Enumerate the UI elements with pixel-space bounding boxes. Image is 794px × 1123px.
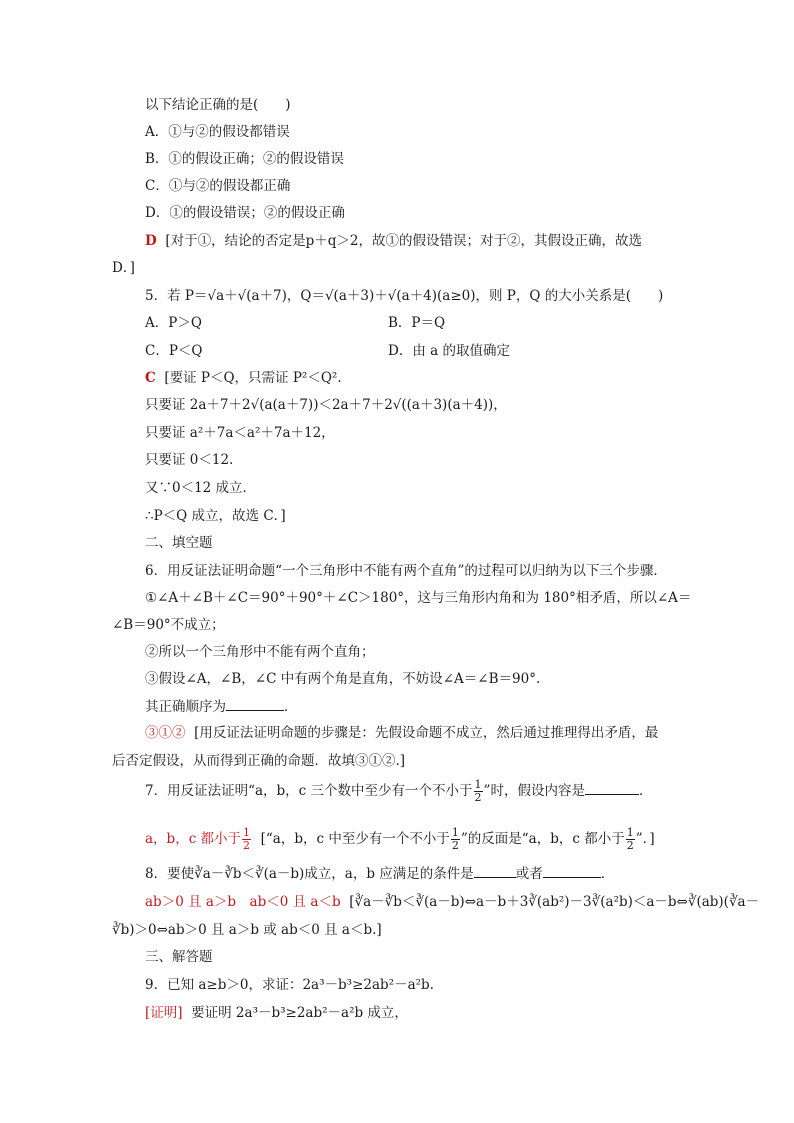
q8-stem-mid: 或者: [515, 866, 543, 882]
q7-fraction-den: 2: [474, 791, 482, 804]
q5-explanation-2: 只要证 2a＋7＋2√(a(a＋7))＜2a＋7＋2√((a＋3)(a＋4))，: [145, 397, 507, 413]
q7-answer-blank: [585, 781, 639, 795]
q4-explanation-cont: D．]: [112, 260, 135, 276]
q7-answer-fraction-num: 1: [243, 826, 251, 839]
q7-stem-end: ．: [638, 783, 653, 799]
q7-stem-text-2: ”时，假设内容是: [483, 783, 585, 799]
q7-answer-fraction: [242, 827, 251, 852]
q7-explanation: [“a，b，c 中至少有一个不小于: [260, 831, 450, 847]
q5-explanation-5: 又∵0＜12 成立．: [145, 480, 257, 496]
q8-explanation-cont: ∛b)＞0⇔ab＞0 且 a＞b 或 ab＜0 且 a＜b.]: [112, 922, 382, 938]
q7-explanation-end: ”．]: [635, 831, 655, 847]
q6-question: [145, 697, 298, 716]
q7-stem-text: 7．用反证法证明“a，b，c 三个数中至少有一个不小于: [145, 783, 473, 799]
q4-stem: 以下结论正确的是( ): [145, 97, 291, 113]
q7-explanation-fraction-1-num: 1: [451, 826, 459, 839]
q9-proof-tag: [证明]: [145, 1005, 183, 1021]
q7-fraction: [474, 779, 483, 804]
q7-explanation-fraction-2-den: 2: [626, 839, 634, 852]
q7-explanation-fraction-1: [451, 827, 460, 852]
q4-answer-line: [145, 232, 642, 250]
q6-answer: ③①②: [145, 725, 186, 741]
q8-answer-line: [145, 893, 759, 911]
q6-question-text: 其正确顺序为: [145, 699, 226, 715]
q7-answer: [145, 826, 252, 852]
q5-answer-line: [145, 369, 342, 387]
q6-step-3: ③假设∠A，∠B，∠C 中有两个角是直角，不妨设∠A＝∠B＝90°.: [145, 671, 541, 687]
q4-option-c: C．①与②的假设都正确: [145, 178, 291, 194]
q4-option-a: A．①与②的假设都错误: [145, 124, 290, 140]
q5-option-c: C．P＜Q: [145, 343, 203, 359]
q4-option-d: D．①的假设错误；②的假设正确: [145, 205, 345, 221]
q5-explanation-3: 只要证 a²＋7a＜a²＋7a＋12，: [145, 425, 335, 441]
q5-option-d: D．由 a 的取值确定: [388, 343, 510, 359]
q8-explanation: [∛a－∛b＜∛(a－b)⇔a－b＋3∛(ab²)－3∛(a²b)＜a－b⇔∛(ab)(∛a－: [349, 894, 760, 910]
q8-answer-blank-2: [543, 864, 601, 878]
q7-explanation-fraction-2: [626, 827, 635, 852]
q7-explanation-2: ”的反面是“a，b，c 都小于: [460, 831, 625, 847]
q5-explanation-6: ∴P＜Q 成立，故选 C．]: [145, 508, 286, 524]
section-heading-fill-in: 二、填空题: [145, 535, 213, 551]
q7-stem: [145, 779, 652, 804]
q5-explanation-4: 只要证 0＜12.: [145, 452, 234, 468]
q7-explanation-fraction-1-den: 2: [451, 839, 459, 852]
q5-option-a: A．P＞Q: [145, 315, 202, 331]
q6-answer-blank: [226, 697, 284, 711]
q4-answer: D: [145, 233, 157, 249]
q8-stem-text: 8．要使∛a－∛b＜∛(a－b)成立，a，b 应满足的条件是: [145, 866, 474, 882]
q6-step-2: ②所以一个三角形中不能有两个直角；: [145, 644, 375, 660]
q6-question-end: ．: [284, 699, 298, 715]
q7-answer-line: [145, 827, 655, 852]
section-heading-answer: 三、解答题: [145, 949, 213, 965]
q7-explanation-fraction-2-num: 1: [626, 826, 634, 839]
q8-stem: [145, 864, 614, 883]
q5-option-b: B．P＝Q: [388, 315, 446, 331]
q9-stem: 9．已知 a≥b＞0，求证：2a³－b³≥2ab²－a²b.: [145, 977, 434, 993]
q4-option-b: B．①的假设正确；②的假设错误: [145, 151, 344, 167]
q7-answer-text: a，b，c 都小于: [145, 831, 242, 847]
q8-answer-blank-1: [474, 864, 516, 878]
q4-explanation: [对于①，结论的否定是p＋q＞2，故①的假设错误；对于②，其假设正确，故选: [165, 233, 642, 249]
q6-step-1: ①∠A＋∠B＋∠C＝90°＋90°＋∠C＞180°，这与三角形内角和为 180°相矛盾，所以∠A＝: [145, 590, 692, 606]
q5-stem: 5．若 P＝√a＋√(a＋7)，Q＝√(a＋3)＋√(a＋4)(a≥0)，则 P，Q 的大小关系是( ): [145, 288, 664, 304]
q6-answer-line: [145, 724, 658, 742]
q6-explanation-cont: 后否定假设，从而得到正确的命题．故填③①②.]: [112, 753, 406, 769]
q6-explanation: [用反证法证明命题的步骤是：先假设命题不成立，然后通过推理得出矛盾，最: [194, 725, 659, 741]
q7-fraction-num: 1: [474, 778, 482, 791]
q5-answer: C: [145, 370, 156, 386]
q9-proof-text: 要证明 2a³－b³≥2ab²－a²b 成立，: [191, 1005, 408, 1021]
q6-stem: 6．用反证法证明命题“一个三角形中不能有两个直角”的过程可以归纳为以下三个步骤．: [145, 563, 667, 579]
q8-answer: ab＞0 且 a＞b ab＜0 且 a＜b: [145, 894, 341, 910]
q5-explanation-1: [要证 P＜Q，只需证 P²＜Q².: [164, 370, 342, 386]
q7-answer-fraction-den: 2: [243, 839, 251, 852]
q6-step-1-cont: ∠B＝90°不成立；: [112, 617, 225, 633]
q9-proof-line: [145, 1004, 408, 1022]
q8-stem-end: ．: [600, 866, 615, 882]
